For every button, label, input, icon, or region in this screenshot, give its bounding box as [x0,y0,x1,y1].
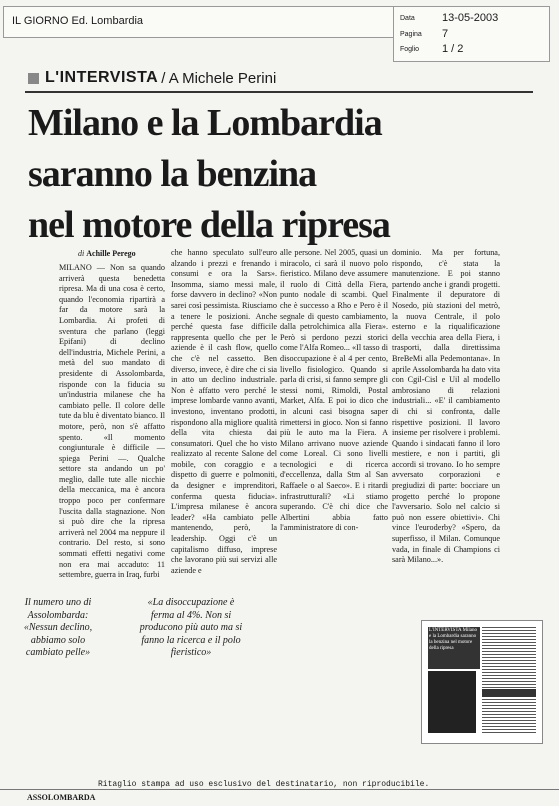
sheet-label: Foglio [400,46,420,53]
page-thumbnail [421,620,543,744]
source-bar [3,6,394,38]
kicker-main: L'INTERVISTA [45,69,159,86]
pull-quote-1: Il numero uno di Assolombarda: «Nessun declino, abbiamo solo cambiato pelle» [23,597,93,658]
clip-meta [393,6,550,62]
newspaper-source: IL GIORNO Ed. Lombardia [12,15,144,27]
thumbnail-caption-bar [482,689,536,697]
kicker [28,68,276,88]
thumbnail-photo [428,671,476,733]
clip-disclaimer: Ritaglio stampa ad uso esclusivo del destinatario, non riproducibile. [98,780,430,789]
kicker-sub: / A Michele Perini [161,69,277,87]
headline-line: saranno la benzina [28,153,317,195]
article-column-1: MILANO — Non sa quando arriverà questa benedetta ripresa. Ma di una cosa è certo, quando l'economia ripartirà a far da motore sarà la Lombardia. Ai profeti di sventura che parlano (leggi Epifani) di declino dell'industria, Michele Perini, a metà del suo mandato di presidente di Assolombarda, risponde con la fiducia su un'industria milanese che ha cambiato pelle. Il colore delle tute da blu è diventato bianco. Il motore, però, non s'è affatto spento. «Il momento congiunturale è difficile — spiega Perini —. Qualche settore sta andando un po' meglio, dalle tute alle nicchie della meccanica, ma è ancora troppo poco per confermare l'uscita dalla stagnazione. Non si può dire che la ripresa arriverà nel 2004 ma neppure il contrario. Del resto, si sono sommati effetti negativi come non era mai accaduto: 11 settembre, guerra in Iraq, furbi [59,263,165,580]
headline-line: nel motore della ripresa [28,204,390,246]
footer-rule [0,789,559,790]
byline-author: Achille Perego [86,249,136,258]
date-value: 13-05-2003 [442,12,499,24]
headline [28,98,533,251]
article-column-4: dominio. Ma per fortuna, rispondo, c'è stata la manutenzione. E poi stanno partendo anche i grandi progetti. Finalmente il depuratore di Nosedo, più stazioni del metrò, la nuova Centrale, il polo esterno e la riqualificazione della vecchia area della Fiera, i trasporti, dalla direttissima BreBeMi alla Pedemontana». In aprile Assolombarda ha dato vita con Cgil-Cisl e Uil al modello ambrosiano di relazioni industriali... «E' il cambiamento di chi si confronta, dalle rispettive posizioni. Il lavoro insieme per risolvere i problemi. Quando i sindacati fanno il loro mestiere, e non i partiti, gli accordi si trovano. Io ho sempre avversato corporazioni e pregiudizi di parte: bocciare un progetto perché lo propone l'avversario. Solo nel calcio si può non essere obiettivi». Chi vince l'euroderby? «Spero, da superfisso, il Milan. Comunque vada, in finale di Champions ci sarà Milano...». [392,248,500,565]
page-value: 7 [442,28,449,40]
kicker-square-icon [28,73,39,84]
byline-prefix: di [78,249,85,258]
thumbnail-text-block [482,627,536,735]
pull-quote-2: «La disoccupazione è ferma al 4%. Non si producono più auto ma si fanno la ricerca e il polo fieristico» [139,597,243,658]
byline [78,249,136,258]
kicker-rule [25,91,533,93]
article-column-2: che hanno speculato sull'euro alzando i prezzi e frenando i consumi e ora la Sars». Insomma, siamo messi male, forse davvero in declino? «Non sarei così pessimista. Riusciamo a tenere le posizioni. Anche perché questa fase difficile rappresenta quello che per le aziende è il cash flow, quello che c'è nel cassetto. Ben diverso, invece, è dire che ci sia in atto un declino industriale. Non è affatto vero perché le imprese lombarde vanno avanti, investono, inventano prodotti, rispondono alla migliore qualità della vita chiesta dai consumatori. Quel che ho visto realizzato al recente Salone del mobile, con coraggio e a dispetto di guerre e polmoniti, da designer e imprenditori, conferma questa fiducia». L'impresa milanese è ancora leader? «Ha cambiato pelle mantenendo, però, la leadership. Oggi c'è un capitalismo diffuso, imprese che lavorano più sui servizi alle aziende e [171,248,277,575]
sheet-value: 1 / 2 [442,43,464,55]
footer-brand: ASSOLOMBARDA [27,793,96,802]
headline-line: Milano e la Lombardia [28,102,382,144]
thumbnail-title: L'INTERVISTA Milano e la Lombardia saranno la benzina nel motore della ripresa [428,627,480,669]
date-label: Data [400,15,415,22]
page-label: Pagina [400,31,422,38]
article-column-3: alle persone. Nel 2005, quasi un miracolo, ci sarà il nuovo polo fieristico. Milano deve assumere il ruolo di Città della Fiera, punto nodale di scambi. Quel che è successo a Rho e Pero è il segnale di questo cambiamento, dalla petrolchimica alla Fiera». Però si perdono pezzi storici come l'Alfa Romeo... «Il tasso di disoccupazione è al 4 per cento, livello fisiologico. Quando si parla di crisi, si fanno sempre gli stessi nomi, Rimoldi, Postal Market, Alfa. E poi io dico che in alcuni casi bisogna saper rimettersi in gioco. Non si fanno più le auto ma la Fiera. A Milano arrivano nuove aziende come Loreal. Ci sono livelli tecnologici e di ricerca d'eccellenza, dalla Stm al San Raffaele o al Saeco». E i ritardi infrastrutturali? «Li stiamo superando. C'è chi dice che Albertini abbia fatto l'amministratore di con- [280,248,388,533]
